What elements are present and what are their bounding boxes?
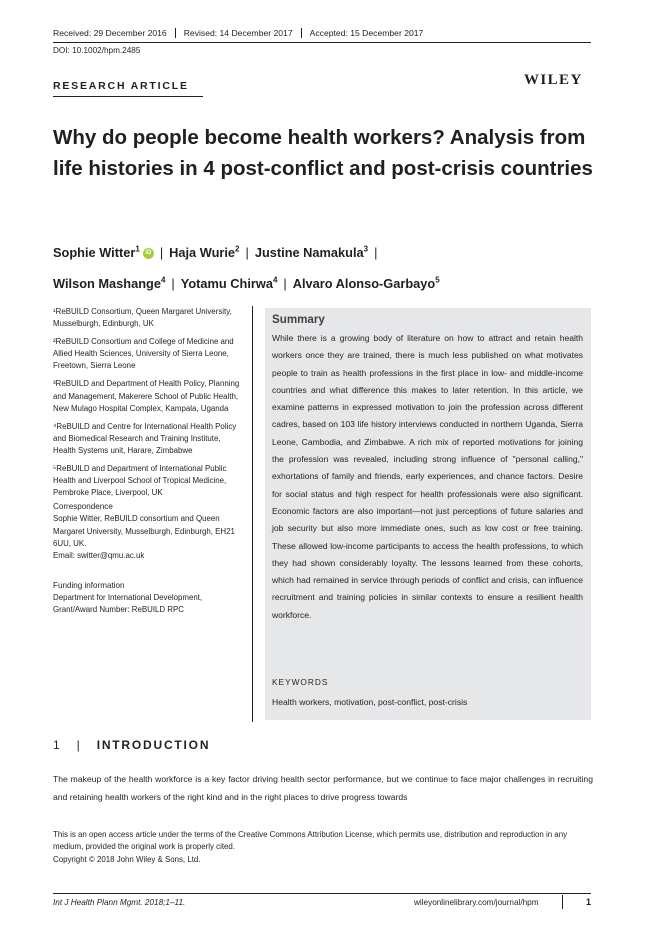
affiliation: ⁵ReBUILD and Department of International Public Health and Liverpool School of Tropical Medicine, Pembroke Place, Liverpool, UK	[53, 464, 227, 498]
author-name[interactable]: Yotamu Chirwa$^4$	[180, 275, 278, 291]
header-rule	[53, 42, 591, 43]
author-name[interactable]: Alvaro Alonso-Garbayo$^5$	[292, 275, 440, 291]
funding-heading: Funding information	[53, 580, 125, 590]
license-note	[53, 829, 593, 866]
revised-date: Revised: 14 December 2017	[175, 28, 301, 38]
footer-divider	[562, 895, 563, 909]
author-name[interactable]: Sophie Witter$^1$	[53, 245, 140, 261]
author-list: Sophie Witter$^1$ iD | Haja Wurie$^2$ | Justine Namakula$^3$ | Wilson Mashange$^4$ | Yotamu Chirwa$^4$ | Alvaro Alonso-Garbayo$^5$	[53, 245, 440, 291]
correspondence-text: Sophie Witter, ReBUILD consortium and Queen Margaret University, Musselburgh, Edinburgh, EH21 6UU, UK.	[53, 514, 235, 548]
section-title: INTRODUCTION	[96, 738, 211, 752]
accepted-date: Accepted: 15 December 2017	[301, 28, 432, 38]
article-type-underline	[53, 96, 203, 97]
journal-url[interactable]: wileyonlinelibrary.com/journal/hpm	[414, 898, 539, 907]
correspondence-email[interactable]: Email: switter@qmu.ac.uk	[53, 550, 145, 560]
summary-heading: Summary	[272, 313, 325, 326]
author-name[interactable]: Haja Wurie$^2$	[169, 245, 240, 261]
license-text: This is an open access article under the terms of the Creative Commons Attribution License, which permits use, distribution and reproduction in any medium, provided the original work is properly cited.	[53, 830, 568, 852]
affiliations-column	[53, 306, 245, 616]
summary-text: While there is a growing body of literature on how to attract and retain health workers once they are trained, there is much less published on what motivates people to train as health professions in the first place in low- and middle-income countries and what difference this makes to later retention. In this article, we examine patterns in expressed motivation to join the profession across different cadres, based on 103 life history interviews conducted in northern Uganda, Sierra Leone, Cambodia, and Zimbabwe. A rich mix of reported motivations for joining the profession was revealed, including strong influence of "personal calling," exhortations of family and friends, early experiences, and chance factors. Desire for social status and high respect for health professionals were also significant. Economic factors are also important—not just perceptions of future salaries and job security but also more immediate ones, such as low cost or free training. These allowed low-income participants to access the health professions, to which they had shown considerably loyalty. The lessons learned from these cohorts, which had remained in service through periods of conflict and crisis, can influence recruitment and training policies in similar contexts to ensure a resilient health workforce.	[272, 333, 583, 620]
funding-text: Department for International Development, Grant/Award Number: ReBUILD RPC	[53, 592, 203, 614]
author-name[interactable]: Wilson Mashange$^4$	[53, 275, 166, 291]
article-title: Why do people become health workers? Analysis from life histories in 4 post-conflict and post-crisis countries	[53, 126, 593, 180]
footer-rule	[53, 893, 591, 894]
publisher-logo: WILEY	[524, 72, 583, 88]
author-name[interactable]: Justine Namakula$^3$	[254, 245, 369, 261]
column-divider	[252, 306, 253, 722]
history-dates	[53, 28, 431, 38]
section-number: 1	[53, 738, 62, 752]
copyright-text: Copyright © 2018 John Wiley & Sons, Ltd.	[53, 854, 201, 864]
page-number: 1	[586, 897, 592, 907]
keywords: Health workers, motivation, post-conflict, post-crisis	[272, 697, 468, 707]
article-type: RESEARCH ARTICLE	[53, 80, 189, 92]
journal-citation: Int J Health Plann Mgmt. 2018;1–11.	[53, 898, 186, 907]
affiliation: ²ReBUILD Consortium and College of Medicine and Allied Health Sciences, University of Sierra Leone, Freetown, Sierra Leone	[53, 337, 234, 371]
introduction-text: The makeup of the health workforce is a key factor driving health sector performance, but we continue to face major challenges in recruiting and retaining health workers of the right kind and in the right places to drive progress towards	[53, 774, 593, 802]
affiliation: ¹ReBUILD Consortium, Queen Margaret University, Musselburgh, Edinburgh, UK	[53, 307, 232, 329]
doi[interactable]: DOI: 10.1002/hpm.2485	[53, 46, 141, 55]
keywords-heading: KEYWORDS	[272, 677, 329, 687]
affiliation: ⁴ReBUILD and Centre for International Health Policy and Biomedical Research and Training Institute, Health Systems unit, Harare, Zimbabwe	[53, 421, 237, 455]
orcid-icon[interactable]: iD	[143, 248, 154, 259]
affiliation: ³ReBUILD and Department of Health Policy, Planning and Management, Makerere School of Public Health, New Mulago Hospital Complex, Kampala, Uganda	[53, 379, 240, 413]
section-heading: 1 | INTRODUCTION	[53, 738, 211, 752]
received-date: Received: 29 December 2016	[53, 28, 167, 38]
correspondence-heading: Correspondence	[53, 502, 113, 512]
